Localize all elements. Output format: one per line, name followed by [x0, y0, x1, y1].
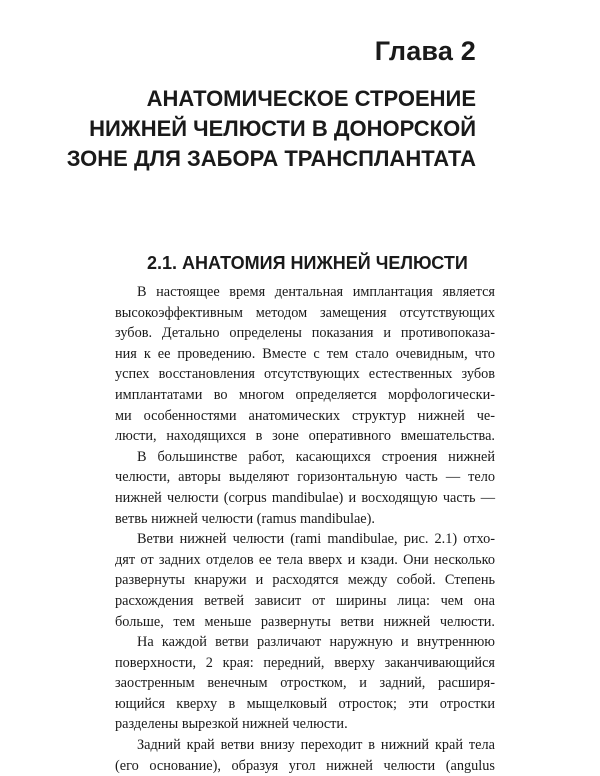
chapter-title-line: ЗОНЕ ДЛЯ ЗАБОРА ТРАНСПЛАНТАТА — [66, 146, 476, 171]
body-line: люсти, находящихся в зоне оперативного вмешательства. — [115, 428, 495, 445]
body-line: (его основание), образуя угол нижней челюсти (angulus — [115, 757, 495, 774]
body-line: На каждой ветви различают наружную и внутреннюю — [137, 634, 495, 651]
body-line: нижней челюсти (corpus mandibulae) и восходящую часть — — [115, 489, 495, 506]
chapter-label: Глава 2 — [374, 36, 476, 66]
body-line: поверхности, 2 края: передний, вверху заканчивающийся — [115, 654, 495, 671]
body-line: успех восстановления отсутствующих естественных зубов — [115, 366, 495, 383]
body-line: имплантатами во многом определяется морфологически- — [115, 386, 495, 403]
body-line: В настоящее время дентальная имплантация является — [137, 284, 495, 300]
body-line: челюсти, авторы выделяют горизонтальную часть — тело — [115, 469, 495, 486]
chapter-title-line: АНАТОМИЧЕСКОЕ СТРОЕНИЕ — [146, 86, 476, 111]
body-line: высокоэффективным методом замещения отсутствующих — [115, 304, 495, 321]
body-line: Задний край ветви внизу переходит в нижний край тела — [137, 737, 495, 754]
body-line: ния к ее проведению. Вместе с тем стало очевидным, что — [115, 345, 495, 362]
body-line: заостренным венечным отростком, и задний, расширя- — [115, 675, 495, 692]
body-line: разделены вырезкой нижней челюсти. — [115, 716, 348, 733]
body-line: ющийся кверху в мыщелковый отросток; эти отростки — [115, 695, 495, 712]
body-line: дят от задних отделов ее тела вверх и кзади. Они несколько — [115, 551, 495, 568]
body-text — [115, 282, 495, 776]
body-line: Ветви нижней челюсти (rami mandibulae, рис. 2.1) отхо- — [137, 531, 495, 548]
body-line: расхождения ветвей зависит от ширины лица: чем она — [115, 592, 495, 609]
section-heading: 2.1. АНАТОМИЯ НИЖНЕЙ ЧЕЛЮСТИ — [147, 253, 468, 273]
chapter-title-line: НИЖНЕЙ ЧЕЛЮСТИ В ДОНОРСКОЙ — [89, 116, 476, 141]
chapter-title — [36, 84, 476, 174]
body-line: В большинстве работ, касающихся строения нижней — [137, 448, 495, 465]
body-line: больше, тем меньше развернуты ветви нижней челюсти. — [115, 613, 495, 630]
body-line: развернуты кнаружи и расходятся между собой. Степень — [115, 572, 495, 589]
body-line: ветвь нижней челюсти (ramus mandibulae). — [115, 510, 375, 527]
body-line: ми особенностями анатомических структур нижней че- — [115, 407, 495, 424]
body-line: зубов. Детально определены показания и противопоказа- — [115, 325, 495, 342]
